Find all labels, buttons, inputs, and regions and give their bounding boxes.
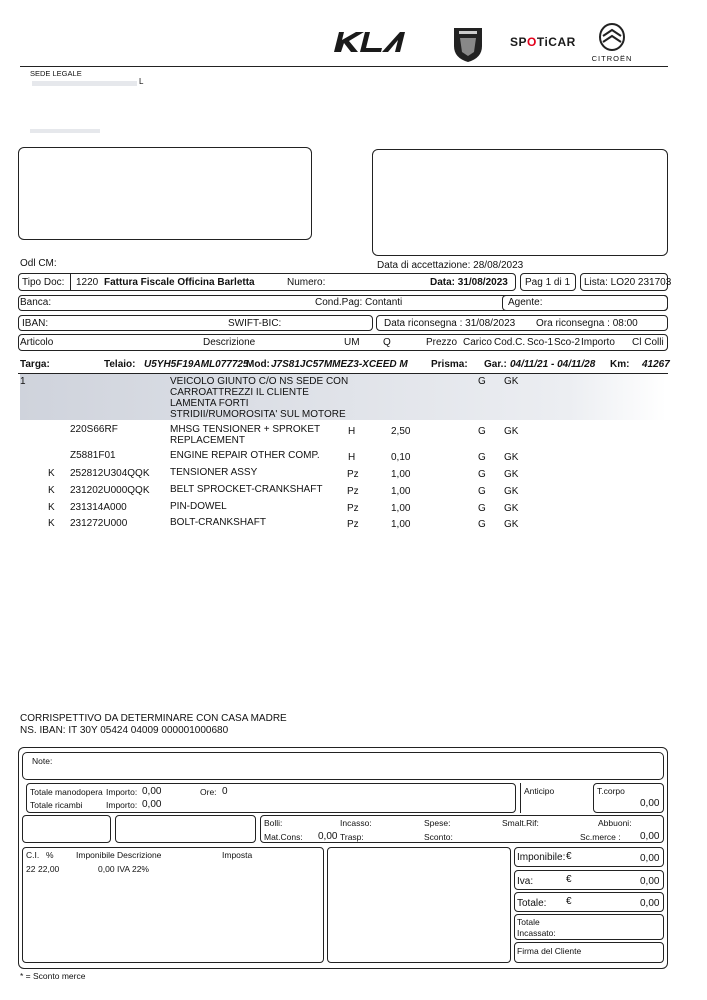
- item-gk: GK: [504, 503, 519, 514]
- item-g: G: [478, 426, 486, 437]
- job-number: 1: [20, 376, 26, 387]
- sede-line-char: L: [139, 77, 144, 86]
- imponibile-value: 0,00: [640, 853, 660, 864]
- item-q: 1,00: [391, 469, 411, 480]
- manodopera-label: Totale manodopera: [30, 787, 103, 797]
- header-rule: [20, 66, 668, 67]
- col-importo: Importo: [581, 337, 615, 348]
- item-um: H: [348, 452, 356, 463]
- item-gk: GK: [504, 519, 519, 530]
- imponibile-label: Imponibile:: [517, 852, 566, 863]
- item-q: 1,00: [391, 519, 411, 530]
- blank-box-1: [22, 815, 111, 843]
- incasso-label: Incasso:: [340, 818, 372, 828]
- scmerce-label: Sc.merce :: [580, 832, 621, 842]
- redacted-address: [32, 81, 137, 86]
- col-q: Q: [383, 337, 391, 348]
- col-carico: Carico: [463, 337, 492, 348]
- numero-label: Numero:: [287, 277, 326, 288]
- data-riconsegna: Data riconsegna : 31/08/2023: [384, 318, 516, 329]
- lista: Lista: LO20 231703: [584, 277, 672, 288]
- odl-label: Odl CM:: [20, 258, 57, 269]
- iva-currency: €: [566, 874, 572, 885]
- targa-label: Targa:: [20, 359, 50, 370]
- job-line-3: LAMENTA FORTI: [170, 398, 249, 409]
- item-q: 1,00: [391, 503, 411, 514]
- sede-legale: SEDE LEGALE: [30, 69, 82, 78]
- firma-label: Firma del Cliente: [517, 946, 582, 956]
- item-um: Pz: [347, 519, 359, 530]
- cond-pag: Cond.Pag: Contanti: [315, 297, 403, 308]
- banca-label: Banca:: [20, 297, 52, 308]
- smalt-label: Smalt.Rif:: [502, 818, 539, 828]
- citroen-logo: CITROËN: [584, 22, 640, 64]
- vat-row-pct: 22,00: [38, 864, 60, 874]
- item-code: 220S66RF: [70, 424, 118, 435]
- item-desc: PIN-DOWEL: [170, 501, 227, 512]
- job-line-4: STRIDII/RUMOROSITA' SUL MOTORE: [170, 409, 346, 420]
- item-flag: K: [48, 468, 55, 479]
- item-um: Pz: [347, 486, 359, 497]
- trasp-label: Trasp:: [340, 832, 364, 842]
- item-q: 0,10: [391, 452, 411, 463]
- item-desc: BOLT-CRANKSHAFT: [170, 517, 266, 528]
- note-label: Note:: [32, 756, 53, 766]
- item-code: 231272U000: [70, 518, 128, 529]
- imponibile-currency: €: [566, 851, 572, 862]
- bolli-label: Bolli:: [264, 818, 283, 828]
- item-um: Pz: [347, 469, 359, 480]
- col-descrizione: Descrizione: [203, 337, 256, 348]
- totale-value: 0,00: [640, 898, 660, 909]
- vat-col-descrizione: Descrizione: [117, 850, 162, 860]
- item-q: 2,50: [391, 426, 411, 437]
- matcons-label: Mat.Cons:: [264, 832, 303, 842]
- item-desc: ENGINE REPAIR OTHER COMP.: [170, 450, 320, 461]
- prisma-label: Prisma:: [431, 359, 468, 370]
- vat-row-desc: IVA 22%: [117, 864, 149, 874]
- col-cl-colli: Cl Colli: [632, 337, 664, 348]
- job-gk: GK: [504, 376, 519, 387]
- col-prezzo: Prezzo: [426, 337, 458, 348]
- item-code: 231202U000QQK: [70, 485, 150, 496]
- tipo-doc-code: 1220: [76, 277, 99, 288]
- vat-col-imposta: Imposta: [222, 850, 253, 860]
- item-desc: BELT SPROCKET-CRANKSHAFT: [170, 484, 323, 495]
- tcorpo-label: T.corpo: [597, 786, 625, 796]
- note-box: [22, 752, 664, 780]
- iva-label: Iva:: [517, 876, 534, 887]
- item-desc: TENSIONER ASSY: [170, 467, 258, 478]
- item-code: Z5881F01: [70, 450, 116, 461]
- iban-row: [18, 315, 373, 331]
- matcons-value: 0,00: [318, 831, 338, 842]
- item-desc-2: REPLACEMENT: [170, 435, 246, 446]
- doc-date: Data: 31/08/2023: [430, 277, 508, 288]
- iva-value: 0,00: [640, 876, 660, 887]
- tipo-doc-label: Tipo Doc:: [22, 277, 65, 288]
- scmerce-value: 0,00: [640, 831, 660, 842]
- item-flag: K: [48, 485, 55, 496]
- totale-label: Totale:: [517, 898, 547, 909]
- abbuoni-label: Abbuoni:: [598, 818, 632, 828]
- item-gk: GK: [504, 452, 519, 463]
- ricambi-value: 0,00: [142, 799, 162, 810]
- mod-label: Mod:: [246, 359, 270, 370]
- peugeot-logo: [448, 24, 488, 64]
- telaio-label: Telaio:: [104, 359, 136, 370]
- item-code: 231314A000: [70, 502, 127, 513]
- item-um: H: [348, 426, 356, 437]
- gar-label: Gar.:: [484, 359, 507, 370]
- item-um: Pz: [347, 503, 359, 514]
- vat-row-ci: 22: [26, 864, 36, 874]
- acceptance-date: Data di accettazione: 28/08/2023: [377, 260, 524, 271]
- anticipo-label: Anticipo: [524, 786, 555, 796]
- totale-currency: €: [566, 896, 572, 907]
- ore-value: 0: [222, 786, 228, 797]
- col-sco2: Sco-2: [554, 337, 581, 348]
- item-g: G: [478, 452, 486, 463]
- blank-box-2: [115, 815, 256, 843]
- item-gk: GK: [504, 486, 519, 497]
- item-flag: K: [48, 518, 55, 529]
- telaio-value: U5YH5F19AML077725: [144, 359, 249, 370]
- vat-row-imponibile: 0,00: [98, 864, 115, 874]
- item-g: G: [478, 469, 486, 480]
- blank-middle-box: [327, 847, 511, 963]
- item-gk: GK: [504, 469, 519, 480]
- km-value: 41267: [642, 359, 670, 370]
- item-desc: MHSG TENSIONER + SPROKET: [170, 424, 321, 435]
- item-g: G: [478, 519, 486, 530]
- manodopera-value: 0,00: [142, 786, 162, 797]
- col-codc: Cod.C.: [494, 337, 526, 348]
- iban-label: IBAN:: [22, 318, 49, 329]
- job-line-1: VEICOLO GIUNTO C/O NS SEDE CON: [170, 376, 349, 387]
- customer-box: [372, 149, 668, 256]
- job-line-2: CARROATTREZZI IL CLIENTE: [170, 387, 309, 398]
- item-g: G: [478, 486, 486, 497]
- vat-col-ci: C.I.: [26, 850, 40, 860]
- kia-logo: [330, 28, 420, 56]
- agente-label: Agente:: [508, 297, 543, 308]
- item-q: 1,00: [391, 486, 411, 497]
- job-g: G: [478, 376, 486, 387]
- spoticar-logo: SPOTiCAR: [510, 35, 576, 49]
- ora-riconsegna: Ora riconsegna : 08:00: [536, 318, 638, 329]
- item-code: 252812U304QQK: [70, 468, 150, 479]
- tcorpo-value: 0,00: [640, 798, 660, 809]
- page-indicator: Pag 1 di 1: [525, 277, 571, 288]
- vat-col-pct: %: [46, 850, 54, 860]
- sconto-merce-legend: * = Sconto merce: [20, 971, 86, 981]
- iban-note: NS. IBAN: IT 30Y 05424 04009 000001000680: [20, 725, 229, 736]
- gar-value: 04/11/21 - 04/11/28: [510, 359, 596, 370]
- corrispettivo-note: CORRISPETTIVO DA DETERMINARE CON CASA MADRE: [20, 713, 287, 724]
- mod-value: J7S81JC57MMEZ3-XCEED M: [271, 359, 408, 370]
- vat-box: [22, 847, 324, 963]
- spese-label: Spese:: [424, 818, 451, 828]
- totale-incassato-line2: Incassato:: [517, 928, 556, 938]
- item-g: G: [478, 503, 486, 514]
- ricambi-importo-label: Importo:: [106, 800, 138, 810]
- sconto-label: Sconto:: [424, 832, 453, 842]
- sender-box: [18, 147, 312, 240]
- ricambi-label: Totale ricambi: [30, 800, 83, 810]
- tipo-doc-desc: Fattura Fiscale Officina Barletta: [104, 277, 255, 288]
- redacted-vat: [30, 129, 100, 133]
- km-label: Km:: [610, 359, 630, 370]
- col-articolo: Articolo: [20, 337, 54, 348]
- ore-label: Ore:: [200, 787, 217, 797]
- manodopera-importo-label: Importo:: [106, 787, 138, 797]
- item-flag: K: [48, 502, 55, 513]
- item-gk: GK: [504, 426, 519, 437]
- col-um: UM: [344, 337, 360, 348]
- vat-col-imponibile: Imponibile: [76, 850, 115, 860]
- col-sco1: Sco-1: [527, 337, 554, 348]
- totale-incassato-line1: Totale: [517, 917, 540, 927]
- swift-label: SWIFT-BIC:: [228, 318, 282, 329]
